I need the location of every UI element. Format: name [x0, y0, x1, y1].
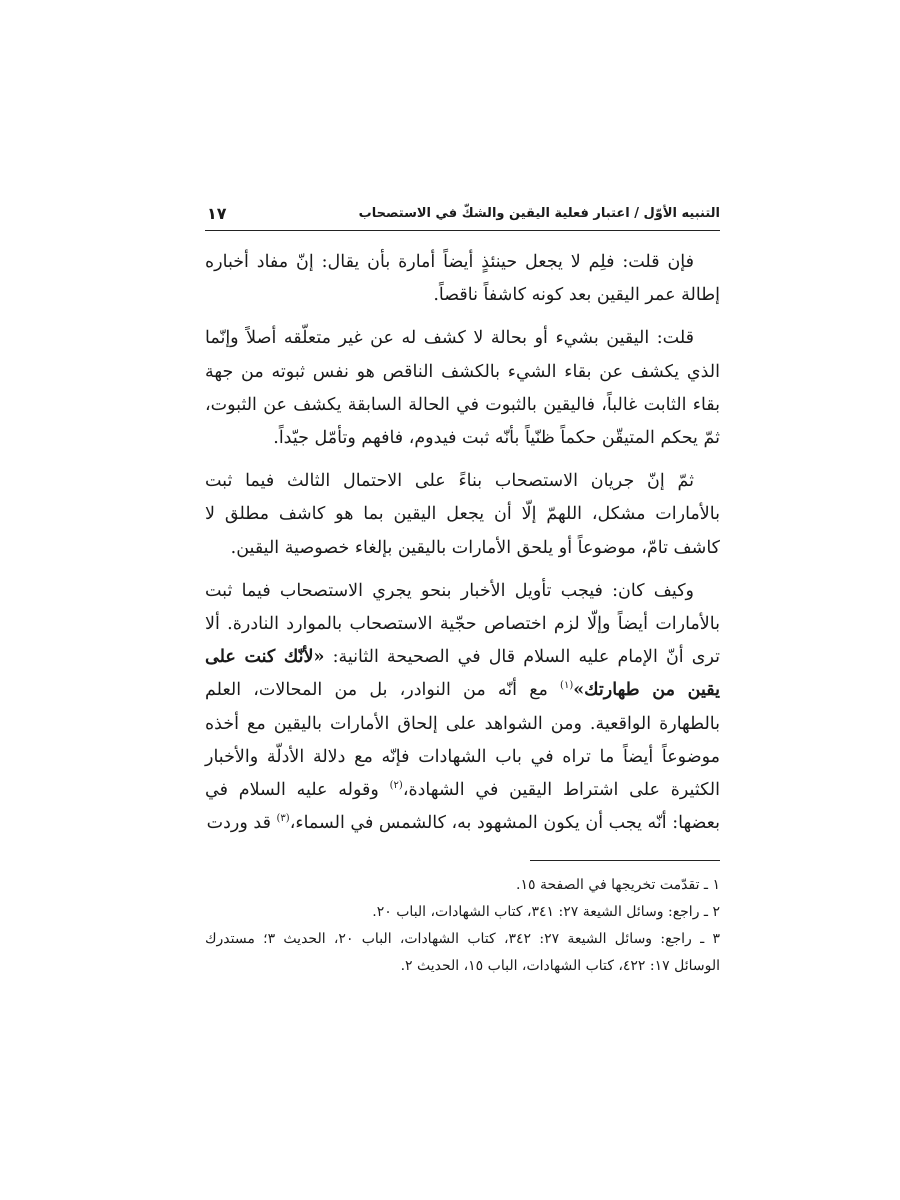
paragraph-1: فإن قلت: فلِم لا يجعل حينئذٍ أيضاً أمارة بأن يقال: إنّ مفاد أخباره إطالة عمر اليقين بعد كونه كاشفاً ناقصاً.	[205, 252, 720, 306]
footnote-2: ٢ ـ راجع: وسائل الشيعة ٢٧: ٣٤١، كتاب الشهادات، الباب ٢٠.	[372, 904, 720, 920]
footnote-ref-2: (٢)	[389, 780, 403, 792]
hadith-quote: «لأنّك كنت على يقين من طهارتك»	[205, 647, 720, 701]
paragraph-4-text-c: وقوله عليه السلام في بعضها: أنّه يجب أن يكون المشهود به، كالشمس في السماء،	[205, 780, 720, 834]
footnote-1: ١ ـ تقدّمت تخريجها في الصفحة ١٥.	[516, 877, 720, 893]
paragraph-4	[205, 575, 720, 841]
main-text	[205, 246, 720, 840]
footnote-ref-1: (١)	[560, 680, 574, 692]
page-number: ١٧	[207, 204, 227, 223]
footnotes	[205, 872, 720, 980]
running-title: التنبيه الأوّل / اعتبار فعلية اليقين والشكّ في الاستصحاب	[358, 206, 720, 221]
paragraph-3: ثمّ إنّ جريان الاستصحاب بناءً على الاحتمال الثالث فيما ثبت بالأمارات مشكل، اللهمّ إلّا أن يجعل اليقين بما هو كاشف مطلق لا كاشف تامّ، موضوعاً أو يلحق الأمارات باليقين بإلغاء خصوصية اليقين.	[205, 471, 720, 558]
paragraph-4-text-d: قد وردت	[206, 813, 277, 834]
paragraph-4-text-b: مع أنّه من النوادر، بل من المحالات، العلم بالطهارة الواقعية. ومن الشواهد على إلحاق الأمارات باليقين مع أخذه موضوعاً أيضاً ما تراه في باب الشهادات فإنّه مع دلالة الأدلّة والأخبار الكثيرة على اشتراط اليقين في الشهادة،	[205, 680, 720, 801]
footnote-divider	[530, 860, 720, 861]
paragraph-4-text-a: وكيف كان: فيجب تأويل الأخبار بنحو يجري الاستصحاب فيما ثبت بالأمارات أيضاً وإلّا لزم اختصاص حجّية الاستصحاب بالموارد النادرة. ألا ترى أنّ الإمام عليه السلام قال في الصحيحة الثانية:	[205, 580, 721, 668]
page-header	[205, 200, 720, 231]
paragraph-2: قلت: اليقين بشيء أو بحالة لا كشف له عن غير متعلّقه أصلاً وإنّما الذي يكشف عن بقاء الشيء بالكشف الناقص هو نفس ثبوته من جهة بقاء الثابت غالباً، فاليقين بالثبوت في الحالة السابقة يكشف عن الثبوت، ثمّ يحكم المتيقّن حكماً ظنّياً بأنّه ثبت فيدوم، فافهم وتأمّل جيّداً.	[205, 328, 720, 449]
footnote-3: ٣ ـ راجع: وسائل الشيعة ٢٧: ٣٤٢، كتاب الشهادات، الباب ٢٠، الحديث ٣؛ مستدرك الوسائل ١٧: ٤٢٢، كتاب الشهادات، الباب ١٥، الحديث ٢.	[205, 931, 721, 974]
footnote-ref-3: (٣)	[276, 813, 290, 825]
